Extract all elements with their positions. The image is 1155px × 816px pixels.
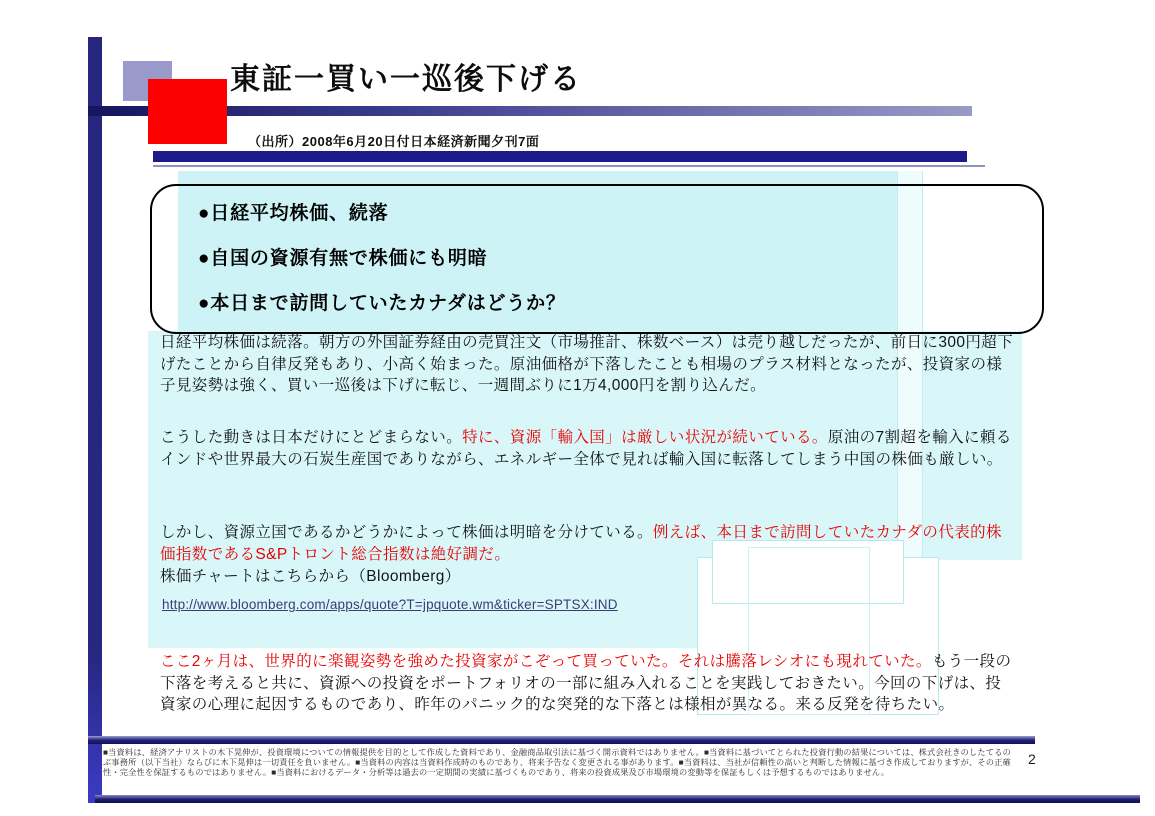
text-segment: こうした動きは日本だけにとどまらない。 [160, 429, 463, 446]
disclaimer-text: ■当資料は、経済アナリストの木下晃伸が、投資環境についての情報提供を目的として作成した資料であり、金融商品取引法に基づく開示資料ではありません。■当資料に基づいてとられた投資行動の結果については、株式会社きのしたてるのぶ事務所（以下当社）ならびに木下晃伸は一切責任を負いません。■当資料の内容は当資料作成時のものであり、将来予告なく変更される事があります。■当資料は、当社が信頼性の高いと判断した情報に基づき作成しておりますが、その正確性・完全性を保証するものではありません。■当資料におけるデータ・分析等は過去の一定期間の実績に基づくものであり、将来の投資成果及び市場環境の変動等を保証もしくは予想するものではありません。 [103, 748, 1011, 777]
bullet-item-3: ●本日まで訪問していたカナダはどうか？ [198, 293, 566, 314]
paragraph-3 [160, 522, 1016, 565]
source-line: （出所）2008年6月20日付日本経済新聞夕刊7面 [248, 134, 540, 149]
bullet-item-1: ●日経平均株価、続落 [198, 203, 389, 224]
highlight-box [150, 184, 1044, 334]
left-accent-bar [88, 37, 102, 803]
footer-bar [88, 736, 1035, 744]
page-title: 東証一買い一巡後下げる [230, 63, 582, 96]
text-segment: 原油の7割超を輸入に頼るインドや世界最大の石炭生産国でありながら、エネルギー全体で見れば輸入国に転落してしまう中国の株価も厳しい。 [160, 429, 1012, 468]
paragraph-1 [160, 332, 1016, 397]
text-segment: しかし、資源立国であるかどうかによって株価は明暗を分けている。 [160, 524, 653, 541]
source-underline-bar [153, 151, 967, 162]
text-segment-red: 例えば、本日まで訪問していたカナダの代表的株価指数であるS&Pトロント総合指数は絶好調だ。 [160, 524, 1002, 563]
chart-note: 株価チャートはこちらから（Bloomberg） [160, 568, 461, 585]
red-square [148, 79, 227, 144]
text-segment: もう一段の下落を考えると共に、資源への投資をポートフォリオの一部に組み入れることを実践しておきたい。今回の下げは、投資家の心理に起因するものであり、昨年のパニック的な突発的な下落とは様相が異なる。来る反発を待ちたい。 [160, 653, 1012, 713]
page-number: 2 [1028, 751, 1036, 767]
text-segment: 日経平均株価は続落。朝方の外国証券経由の売買注文（市場推計、株数ベース）は売り越しだったが、前日に300円超下げたことから自律反発もあり、小高く始まった。原油価格が下落したことも相場のプラス材料となったが、投資家の様子見姿勢は強く、買い一巡後は下げに転じ、一週間ぶりに1万4,000円を割り込んだ。 [160, 334, 1014, 394]
paragraph-2 [160, 427, 1016, 470]
bullet-item-2: ●自国の資源有無で株価にも明暗 [198, 248, 488, 269]
bloomberg-link[interactable]: http://www.bloomberg.com/apps/quote?T=jpquote.wm&ticker=SPTSX:IND [162, 597, 618, 612]
paragraph-4 [160, 651, 1016, 716]
text-segment-red: 特に、資源「輸入国」は厳しい状況が続いている。 [462, 429, 828, 446]
text-segment-red: ここ2ヶ月は、世界的に楽観姿勢を強めた投資家がこぞって買っていた。それは騰落レシオにも現れていた。 [160, 653, 932, 670]
bottom-accent-bar [95, 795, 1140, 803]
source-thin-line [153, 165, 985, 167]
